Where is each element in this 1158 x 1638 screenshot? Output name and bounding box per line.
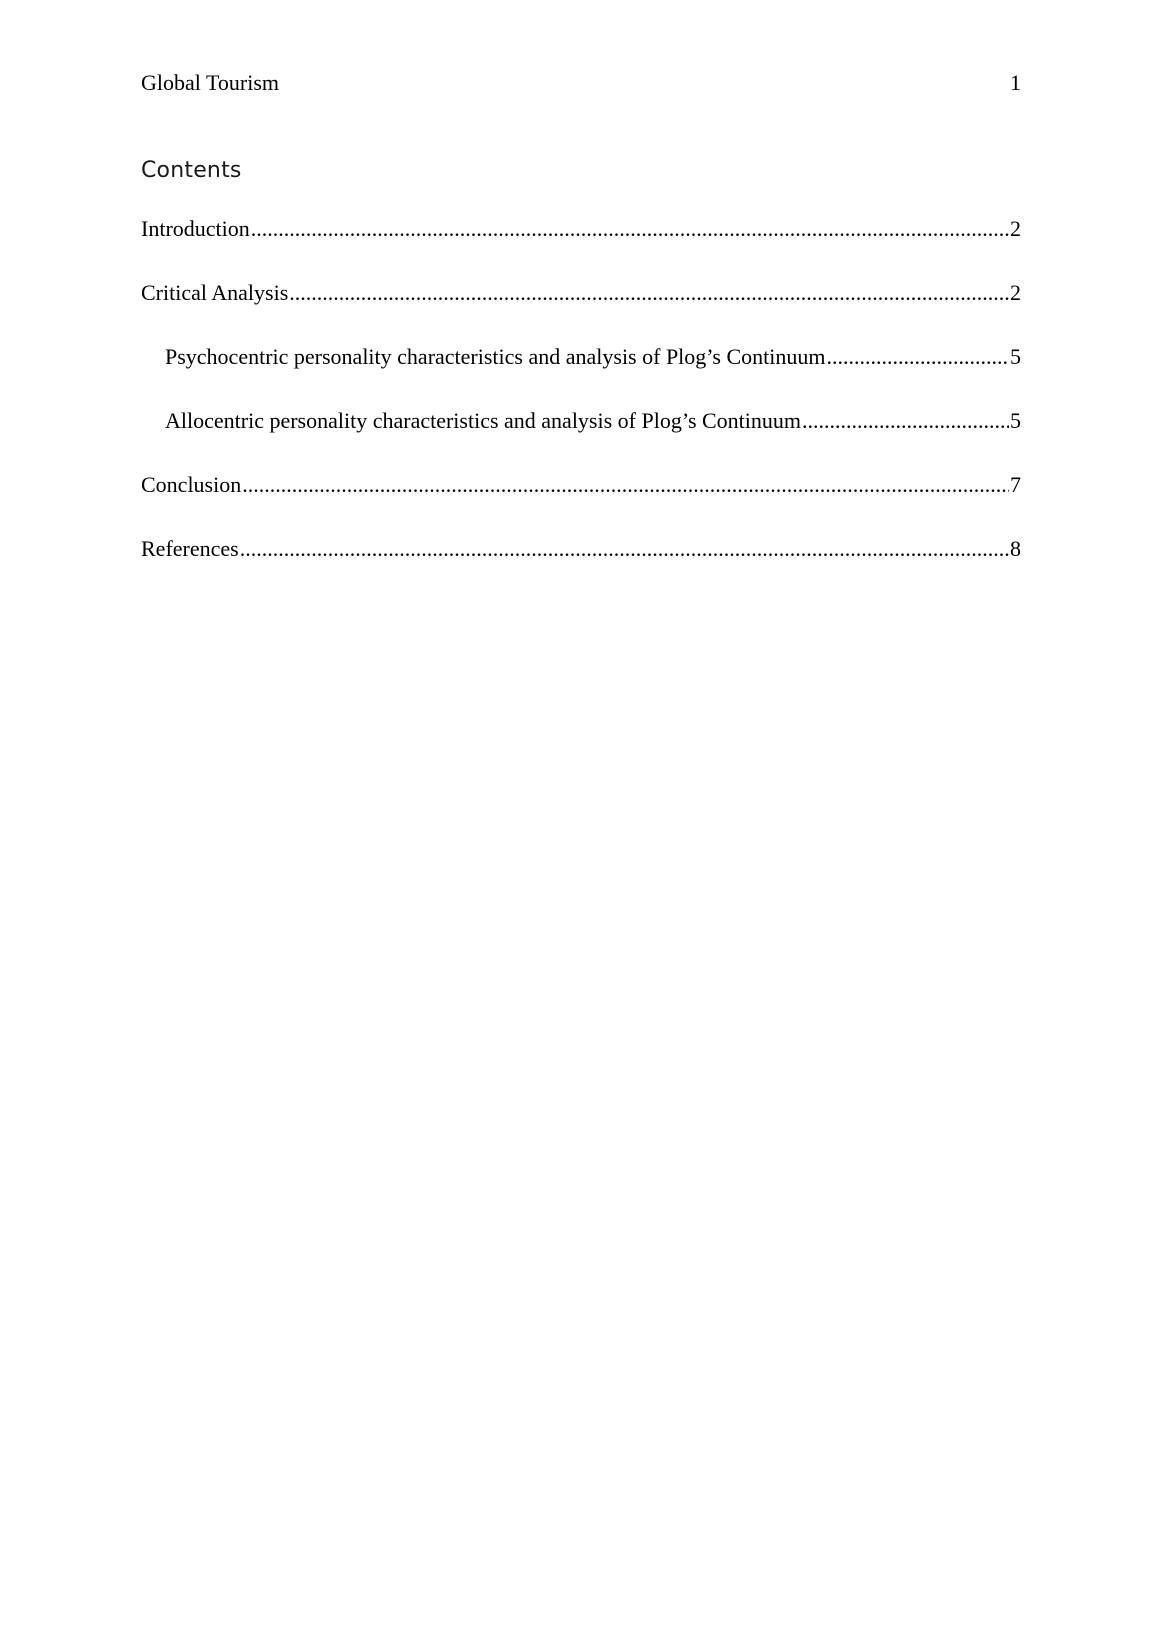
dot-leader <box>289 280 1009 306</box>
dot-leader <box>240 536 1009 562</box>
toc-entry-page: 7 <box>1010 472 1021 497</box>
toc-entry-page: 5 <box>1010 408 1021 433</box>
toc-entry-psychocentric[interactable] <box>141 344 1021 408</box>
toc-entry-title: Critical Analysis <box>141 280 289 305</box>
toc-entry-introduction[interactable] <box>141 216 1021 280</box>
toc-entry-title: Psychocentric personality characteristics and analysis of Plog’s Continuum <box>165 344 826 369</box>
dot-leader <box>802 408 1009 434</box>
toc-entry-conclusion[interactable] <box>141 472 1021 536</box>
toc-entry-page: 8 <box>1010 536 1021 561</box>
toc-entry-references[interactable] <box>141 536 1021 600</box>
toc-entry-page: 5 <box>1010 344 1021 369</box>
toc-entry-page: 2 <box>1010 280 1021 305</box>
table-of-contents <box>141 216 1021 600</box>
toc-entry-title: References <box>141 536 239 561</box>
dot-leader <box>242 472 1009 498</box>
toc-entry-title: Introduction <box>141 216 250 241</box>
running-title: Global Tourism <box>141 70 279 95</box>
dot-leader <box>251 216 1009 242</box>
toc-entry-title: Conclusion <box>141 472 242 497</box>
toc-entry-allocentric[interactable] <box>141 408 1021 472</box>
toc-heading: Contents <box>141 158 242 183</box>
toc-entry-critical-analysis[interactable] <box>141 280 1021 344</box>
page-header <box>141 66 1021 100</box>
page-number: 1 <box>1010 70 1021 95</box>
toc-entry-title: Allocentric personality characteristics and analysis of Plog’s Continuum <box>165 408 802 433</box>
dot-leader <box>826 344 1009 370</box>
toc-entry-page: 2 <box>1010 216 1021 241</box>
